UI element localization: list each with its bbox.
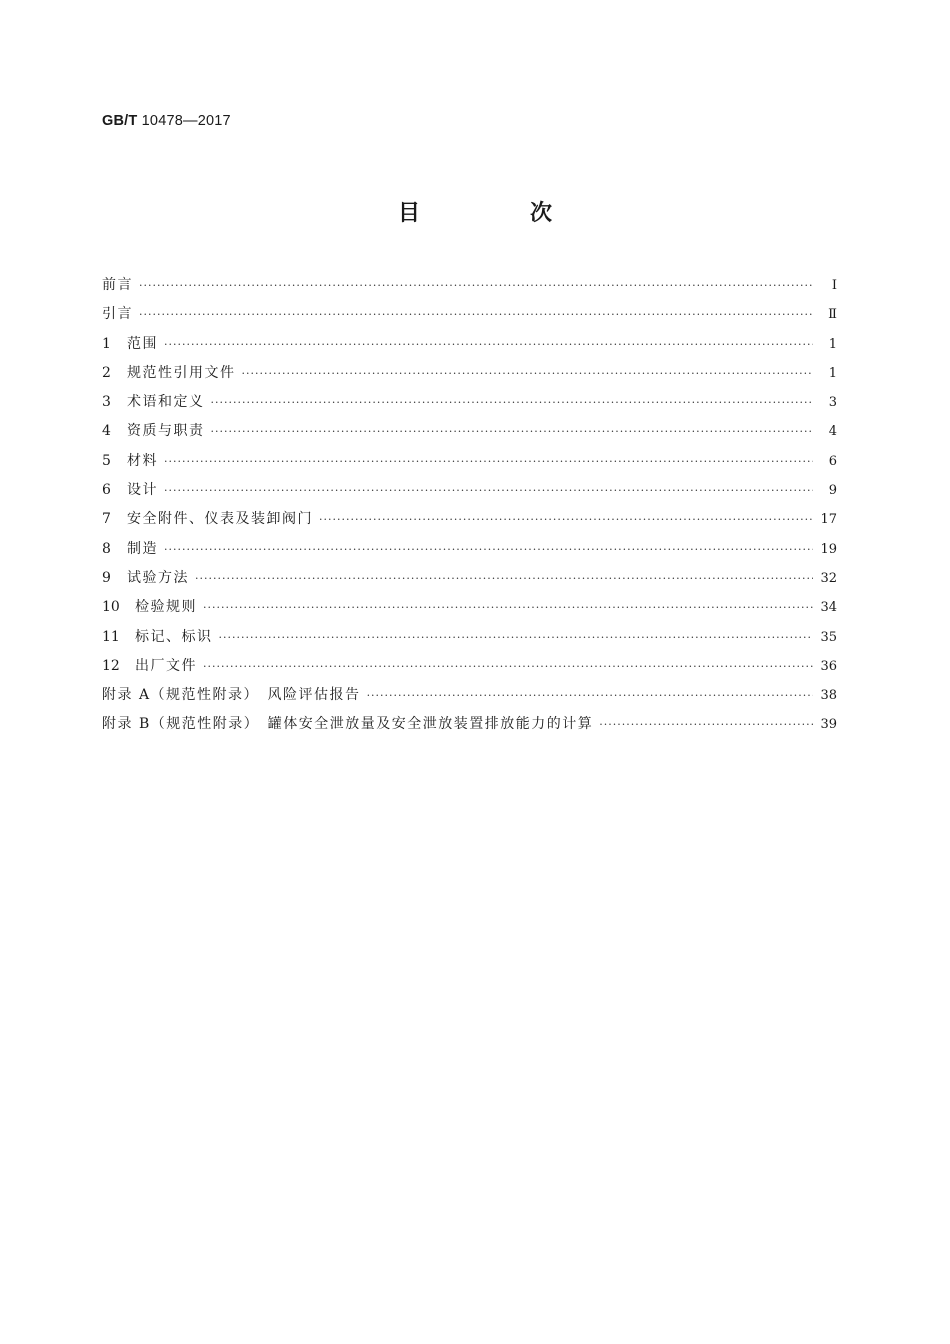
toc-entry-section-8[interactable] <box>102 538 837 567</box>
toc-entry-page: 1 <box>828 336 837 352</box>
toc-entry-section-2[interactable] <box>102 362 837 391</box>
toc-leader-dots <box>139 308 813 321</box>
toc-entry-text: 制造 <box>127 540 158 557</box>
toc-leader-dots <box>242 367 814 380</box>
toc-entry-page: 36 <box>820 658 837 674</box>
toc-leader-dots <box>164 455 813 468</box>
toc-entry-page: Ⅰ <box>831 278 837 293</box>
toc-entry-number: 11 <box>102 628 120 645</box>
table-of-contents <box>102 274 837 743</box>
toc-entry-text: 术语和定义 <box>127 394 205 411</box>
standard-code <box>102 113 231 129</box>
toc-entry-text: 附录 A（规范性附录） 风险评估报告 <box>102 687 361 704</box>
toc-entry-introduction[interactable] <box>102 303 837 332</box>
toc-entry-page: 6 <box>828 453 837 469</box>
toc-entry-text: 附录 B（规范性附录） 罐体安全泄放量及安全泄放装置排放能力的计算 <box>102 716 594 733</box>
toc-entry-page: 1 <box>828 365 837 381</box>
toc-entry-page: Ⅱ <box>828 307 837 323</box>
toc-entry-section-6[interactable] <box>102 479 837 508</box>
toc-leader-dots <box>195 572 813 585</box>
toc-entry-number: 12 <box>102 657 120 674</box>
toc-entry-text: 材料 <box>127 452 158 469</box>
toc-entry-number: 6 <box>102 482 111 499</box>
toc-entry-number: 4 <box>102 423 111 440</box>
toc-entry-section-12[interactable] <box>102 655 837 684</box>
toc-entry-number: 3 <box>102 394 111 411</box>
toc-title: 目 次 <box>397 201 596 226</box>
toc-entry-text: 前言 <box>102 277 133 293</box>
toc-entry-section-7[interactable] <box>102 508 837 537</box>
toc-leader-dots <box>211 425 814 438</box>
toc-entry-page: 32 <box>820 570 837 586</box>
toc-leader-dots <box>203 601 813 614</box>
toc-entry-text: 标记、标识 <box>135 628 213 645</box>
toc-entry-foreword[interactable] <box>102 274 837 303</box>
toc-entry-page: 38 <box>820 688 837 704</box>
toc-entry-page: 3 <box>828 395 837 411</box>
toc-entry-text: 试验方法 <box>127 569 189 586</box>
toc-leader-dots <box>139 279 813 292</box>
toc-entry-page: 34 <box>820 600 837 616</box>
toc-entry-section-3[interactable] <box>102 391 837 420</box>
toc-entry-number: 1 <box>102 335 111 352</box>
toc-entry-section-1[interactable] <box>102 333 837 362</box>
toc-entry-section-11[interactable] <box>102 626 837 655</box>
toc-entry-number: 2 <box>102 364 111 381</box>
toc-entry-page: 19 <box>820 541 837 557</box>
standard-number: 10478—2017 <box>141 113 231 129</box>
toc-entry-text: 出厂文件 <box>135 657 197 674</box>
toc-entry-number: 5 <box>102 452 111 469</box>
toc-leader-dots <box>367 689 813 702</box>
toc-entry-section-9[interactable] <box>102 567 837 596</box>
toc-entry-text: 安全附件、仪表及装卸阀门 <box>127 511 313 528</box>
toc-entry-number: 7 <box>102 511 111 528</box>
toc-entry-appendix-a[interactable] <box>102 684 837 713</box>
toc-entry-number: 9 <box>102 569 111 586</box>
toc-entry-page: 39 <box>820 717 837 733</box>
toc-entry-text: 检验规则 <box>135 599 197 616</box>
toc-entry-section-10[interactable] <box>102 596 837 625</box>
toc-entry-text: 规范性引用文件 <box>127 364 236 381</box>
toc-entry-number: 8 <box>102 540 111 557</box>
toc-leader-dots <box>219 631 814 644</box>
toc-leader-dots <box>599 718 813 731</box>
standard-prefix: GB/T <box>102 113 138 129</box>
toc-entry-section-5[interactable] <box>102 450 837 479</box>
toc-entry-page: 9 <box>828 483 837 499</box>
toc-leader-dots <box>319 513 813 526</box>
toc-entry-page: 17 <box>820 512 837 528</box>
toc-leader-dots <box>164 543 813 556</box>
toc-leader-dots <box>164 484 813 497</box>
toc-entry-text: 引言 <box>102 306 133 323</box>
toc-leader-dots <box>211 396 814 409</box>
toc-entry-appendix-b[interactable] <box>102 713 837 742</box>
toc-entry-page: 35 <box>820 629 837 645</box>
toc-entry-page: 4 <box>828 424 837 440</box>
toc-leader-dots <box>164 338 813 351</box>
toc-leader-dots <box>203 660 813 673</box>
toc-entry-text: 范围 <box>127 335 158 352</box>
toc-entry-text: 资质与职责 <box>127 423 205 440</box>
toc-entry-number: 10 <box>102 599 120 616</box>
toc-entry-section-4[interactable] <box>102 420 837 449</box>
toc-entry-text: 设计 <box>127 482 158 499</box>
